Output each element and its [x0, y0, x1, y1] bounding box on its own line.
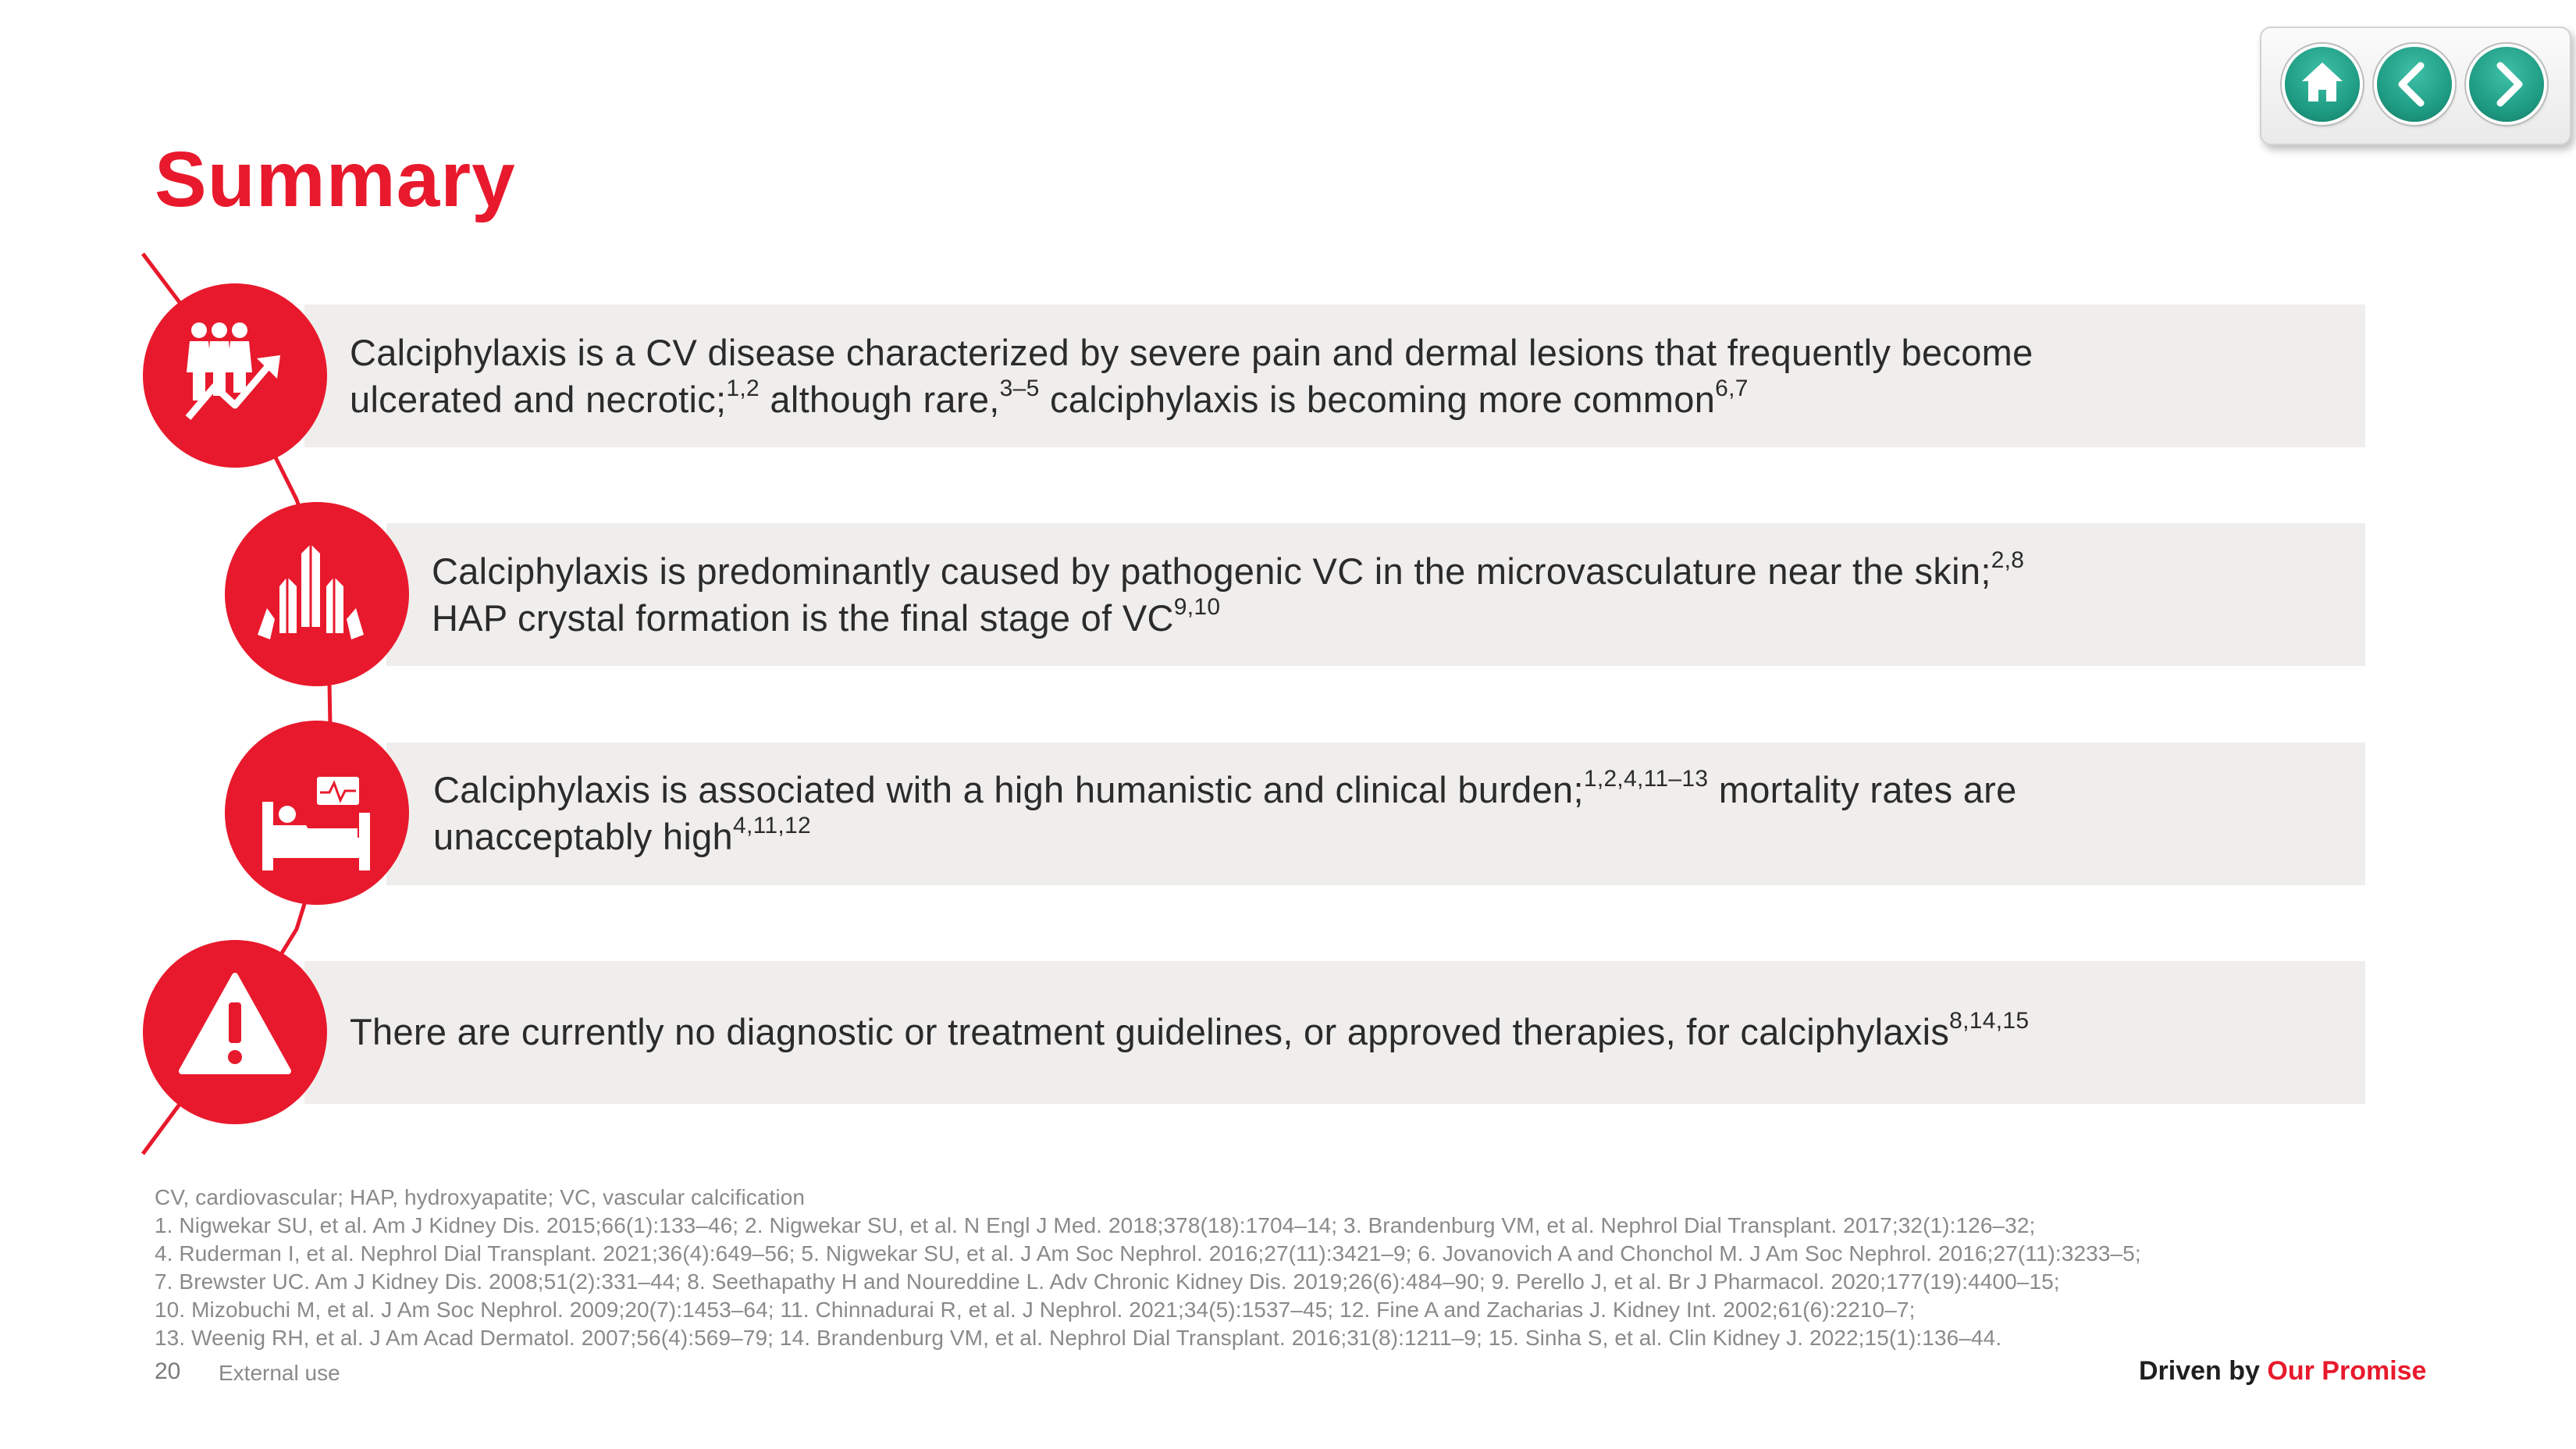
summary-row-2-line-2: HAP crystal formation is the final stage of VC$^{9,10}$ — [432, 594, 1221, 639]
page-title: Summary — [155, 136, 516, 223]
summary-row-2-text — [432, 548, 2024, 642]
people-growth-icon-circle — [143, 283, 327, 468]
hospital-bed-icon — [225, 721, 409, 905]
page-number: 20 — [155, 1358, 181, 1384]
reference-line: 7. Brewster UC. Am J Kidney Dis. 2008;51(2):331–44; 8. Seethapathy H and Noureddine L. Adv Chronic Kidney Dis. 2019;26(6):484–90; 9. Perello J, et al. Br J Pharmacol. 2020;177(19):4400–15; — [155, 1269, 2060, 1294]
summary-row-1-text — [350, 329, 2033, 423]
warning-icon-circle — [143, 940, 327, 1124]
abbreviations-footnote: CV, cardiovascular; HAP, hydroxyapatite; VC, vascular calcification — [155, 1185, 806, 1209]
summary-row-3-text — [433, 767, 2017, 860]
summary-row-4-line-1: There are currently no diagnostic or treatment guidelines, or approved therapies, for calciphylaxis$^{8,14,15}$ — [350, 1008, 2030, 1052]
reference-line: 13. Weenig RH, et al. J Am Acad Dermatol. 2007;56(4):569–79; 14. Brandenburg VM, et al. Nephrol Dial Transplant. 2016;31(8):1211–9; 15. Sinha S, et al. Clin Kidney J. 2022;15(1):136–44. — [155, 1326, 2002, 1350]
summary-row-3-line-1: Calciphylaxis is associated with a high humanistic and clinical burden;$^{1,2,4,11-13}$ mortality rates are — [433, 766, 2017, 810]
reference-line: 10. Mizobuchi M, et al. J Am Soc Nephrol. 2009;20(7):1453–64; 11. Chinnadurai R, et al. J Nephrol. 2021;34(5):1537–45; 12. Fine A and Zacharias J. Kidney Int. 2002;61(6):2210–7; — [155, 1298, 1916, 1322]
warning-icon — [143, 940, 327, 1124]
reference-line: 4. Ruderman I, et al. Nephrol Dial Transplant. 2021;36(4):649–56; 5. Nigwekar SU, et al. J Am Soc Nephrol. 2016;27(11):3421–9; 6. Jovanovich A and Chonchol M. J Am Soc Nephrol. 2016;27(11):3233–5; — [155, 1241, 2141, 1266]
crystal-icon — [225, 502, 409, 686]
classification-label: External use — [219, 1361, 340, 1385]
summary-row-1-line-2: ulcerated and necrotic;$^{1,2}$ although rare,$^{3-5}$ calciphylaxis is becoming more common$^{6,7}$ — [350, 376, 1749, 420]
summary-row-3-line-2: unacceptably high$^{4,11,12}$ — [433, 813, 811, 857]
people-growth-icon — [143, 283, 327, 468]
brand-tagline: Driven by Our Promise — [2139, 1356, 2427, 1386]
summary-row-2-line-1: Calciphylaxis is predominantly caused by pathogenic VC in the microvasculature near the skin;$^{2,8}$ — [432, 547, 2025, 592]
crystal-icon-circle — [225, 502, 409, 686]
reference-line: 1. Nigwekar SU, et al. Am J Kidney Dis. 2015;66(1):133–46; 2. Nigwekar SU, et al. N Engl J Med. 2018;378(18):1704–14; 3. Brandenburg VM, et al. Nephrol Dial Transplant. 2017;32(1):126–32; — [155, 1213, 2036, 1237]
summary-row-1-line-1: Calciphylaxis is a CV disease characterized by severe pain and dermal lesions that frequently become — [350, 332, 2033, 373]
hospital-bed-icon-circle — [225, 721, 409, 905]
summary-row-4-text — [350, 1009, 2029, 1056]
